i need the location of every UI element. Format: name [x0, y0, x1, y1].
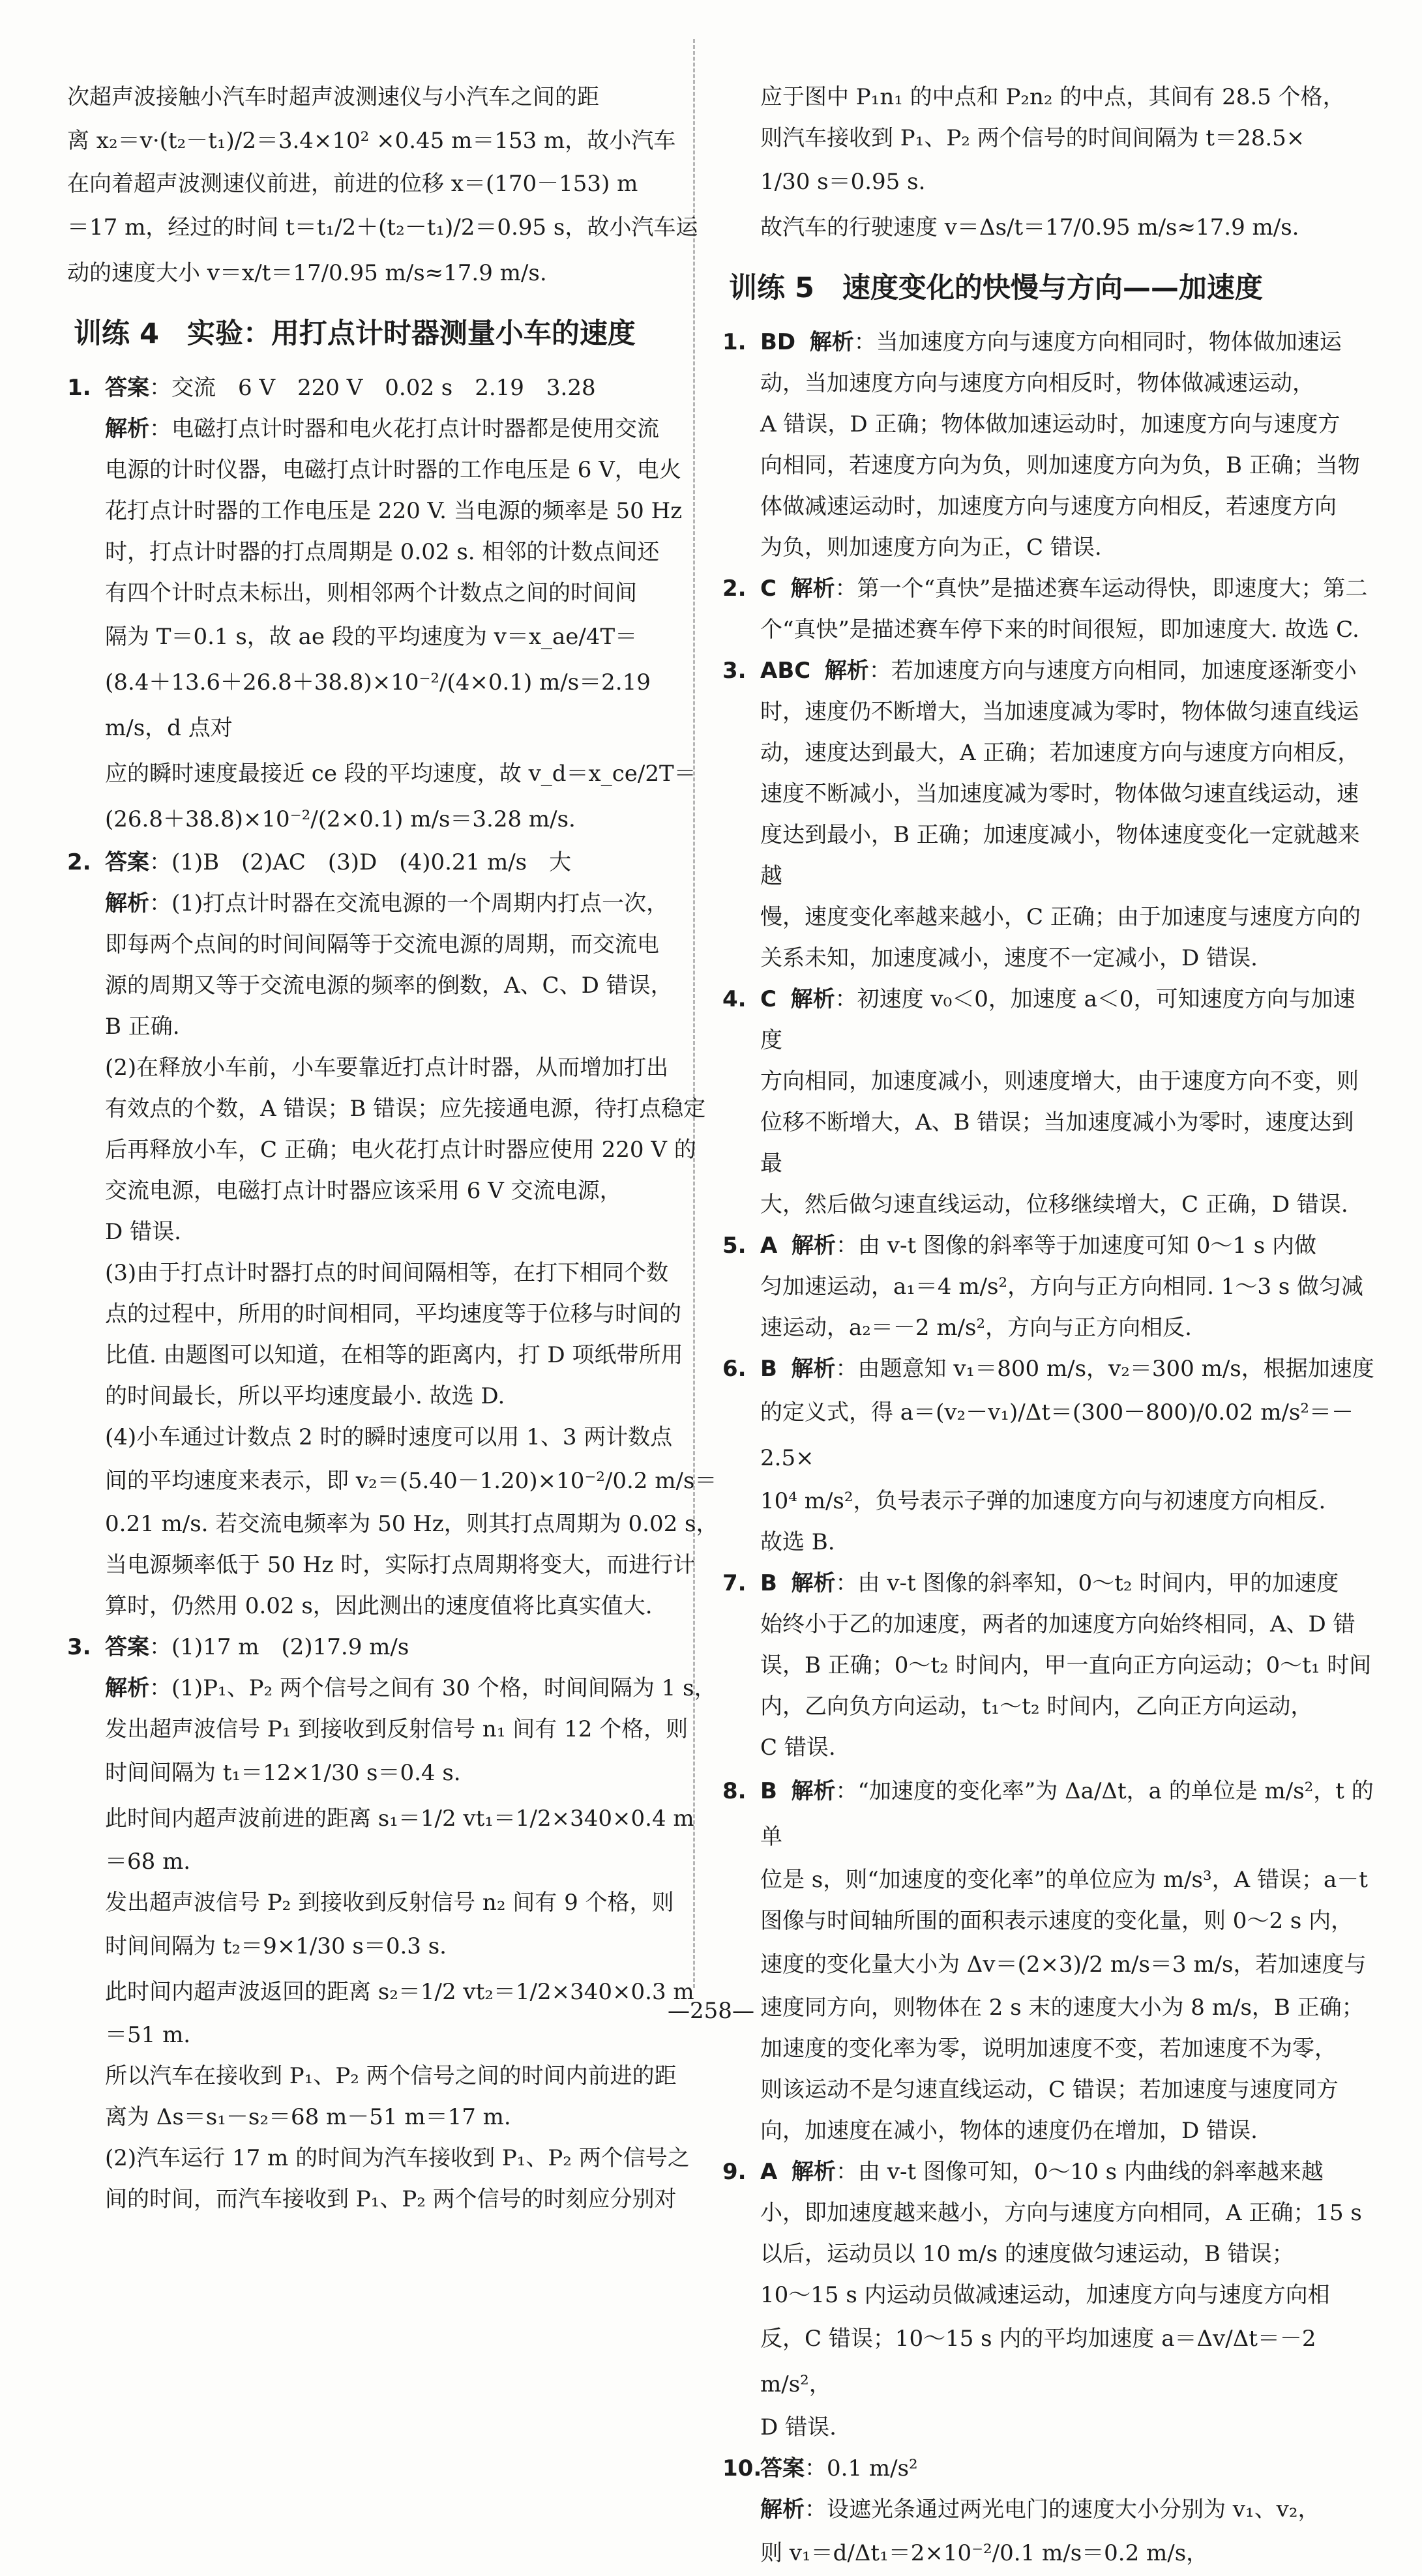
analysis-line: B 正确. [105, 1014, 180, 1040]
analysis-line: 速运动，a₂＝－2 m/s²，方向与正方向相反. [760, 1315, 1192, 1341]
analysis-line: 0.21 m/s. 若交流电频率为 50 Hz，则其打点周期为 0.02 s， [105, 1511, 718, 1537]
answer-choice: B [760, 1778, 777, 1804]
analysis-label: 解析 [790, 986, 835, 1012]
analysis-line: 发出超声波信号 P₁ 到接收到反射信号 n₁ 间有 12 个格，则 [105, 1716, 689, 1742]
analysis-line: C 错误. [760, 1734, 836, 1761]
question-2 [722, 568, 1374, 651]
answer-choice: C [760, 986, 777, 1012]
intro-line: 在向着超声波测速仪前进，前进的位移 x＝(170－153) m [67, 171, 638, 197]
analysis-line: 关系未知，加速度减小，速度不一定减小，D 错误. [760, 945, 1258, 971]
analysis-line: 10～15 s 内运动员做减速运动，加速度方向与速度方向相 [760, 2282, 1330, 2308]
answer-label: 答案 [105, 1634, 149, 1660]
analysis-line: (4)小车通过计数点 2 时的瞬时速度可以用 1、3 两计数点 [105, 1424, 673, 1450]
analysis-line: (2)汽车运行 17 m 的时间为汽车接收到 P₁、P₂ 两个信号之 [105, 2145, 690, 2171]
answer-text: ：(1)B (2)AC (3)D (4)0.21 m/s 大 [149, 849, 572, 875]
analysis-line: ：电磁打点计时器和电火花打点计时器都是使用交流 [149, 416, 659, 442]
analysis-line: ＝51 m. [105, 2022, 191, 2048]
analysis-line: 时间间隔为 t₂＝9×1/30 s＝0.3 s. [105, 1933, 447, 1959]
answer-choice: C [760, 576, 777, 602]
analysis-line: 向相同，若速度方向为负，则加速度方向为负，B 正确；当物 [760, 452, 1360, 478]
answer-text: ：交流 6 V 220 V 0.02 s 2.19 3.28 [149, 375, 596, 401]
analysis-label: 解析 [791, 2159, 836, 2185]
question-5 [722, 1225, 1374, 1349]
analysis-line: 向，加速度在减小，物体的速度仍在增加，D 错误. [760, 2118, 1258, 2144]
analysis-line: 此时间内超声波返回的距离 s₂＝1/2 vt₂＝1/2×340×0.3 m [105, 1979, 694, 2005]
analysis-line: 后再释放小车，C 正确；电火花打点计时器应使用 220 V 的 [105, 1137, 696, 1163]
analysis-line: 有四个计时点未标出，则相邻两个计数点之间的时间间 [105, 580, 637, 606]
analysis-label: 解析 [760, 2496, 805, 2523]
analysis-line: 为负，则加速度方向为正，C 错误. [760, 534, 1102, 561]
intro-line: 则汽车接收到 P₁、P₂ 两个信号的时间间隔为 t＝28.5× [760, 125, 1305, 151]
question-9 [722, 2152, 1374, 2448]
analysis-line: 速度不断减小，当加速度减为零时，物体做匀速直线运动，速 [760, 781, 1359, 807]
left-column [67, 77, 719, 2220]
analysis-line: 则该运动不是匀速直线运动，C 错误；若加速度与速度同方 [760, 2077, 1339, 2103]
answer-choice: A [760, 2159, 778, 2185]
question-8 [722, 1768, 1374, 2152]
analysis-line: (2)在释放小车前，小车要靠近打点计时器，从而增加打出 [105, 1055, 669, 1081]
analysis-line: ：“加速度的变化率”为 Δa/Δt，a 的单位是 m/s²，t 的单 [760, 1778, 1374, 1850]
analysis-label: 解析 [809, 329, 854, 355]
analysis-line: 动，速度达到最大，A 正确；若加速度方向与速度方向相反， [760, 740, 1360, 766]
answer-choice: ABC [760, 658, 811, 684]
analysis-line: (26.8＋38.8)×10⁻²/(2×0.1) m/s＝3.28 m/s. [105, 806, 576, 832]
analysis-line: 位移不断增大，A、B 错误；当加速度减小为零时，速度达到最 [760, 1109, 1354, 1177]
intro-line: 故汽车的行驶速度 v＝Δs/t＝17/0.95 m/s≈17.9 m/s. [760, 214, 1299, 241]
question-number: 5. [722, 1233, 747, 1259]
analysis-label: 解析 [791, 1778, 836, 1804]
answer-text: ：(1)17 m (2)17.9 m/s [149, 1634, 409, 1660]
analysis-line: 算时，仍然用 0.02 s，因此测出的速度值将比真实值大. [105, 1593, 653, 1619]
analysis-line: 的定义式，得 a＝(v₂－v₁)/Δt＝(300－800)/0.02 m/s²＝－2.5× [760, 1399, 1354, 1471]
question-number: 1. [67, 375, 91, 401]
analysis-line: 所以汽车在接收到 P₁、P₂ 两个信号之间的时间内前进的距 [105, 2063, 677, 2089]
analysis-line: ：(1)打点计时器在交流电源的一个周期内打点一次， [149, 890, 669, 916]
answer-label: 答案 [105, 849, 149, 875]
question-number: 3. [722, 658, 747, 684]
analysis-line: 慢，速度变化率越来越小，C 正确；由于加速度与速度方向的 [760, 904, 1361, 930]
intro-line: 动的速度大小 v＝x/t＝17/0.95 m/s≈17.9 m/s. [67, 260, 547, 286]
analysis-label: 解析 [790, 576, 835, 602]
analysis-label: 解析 [791, 1233, 836, 1259]
question-7 [722, 1563, 1374, 1768]
analysis-line: 电源的计时仪器，电磁打点计时器的工作电压是 6 V，电火 [105, 457, 681, 483]
analysis-line: 度达到最小，B 正确；加速度减小，物体速度变化一定就越来越 [760, 822, 1360, 889]
analysis-line: 则 v₁＝d/Δt₁＝2×10⁻²/0.1 m/s＝0.2 m/s， [760, 2540, 1209, 2566]
analysis-line: ：初速度 v₀＜0，加速度 a＜0，可知速度方向与加速度 [760, 986, 1355, 1053]
analysis-label: 解析 [105, 416, 149, 442]
analysis-line: ：由 v-t 图像的斜率等于加速度可知 0～1 s 内做 [835, 1233, 1317, 1259]
answer-label: 答案 [760, 2455, 805, 2481]
analysis-line: 速度同方向，则物体在 2 s 末的速度大小为 8 m/s，B 正确； [760, 1995, 1364, 2021]
analysis-line: 以后，运动员以 10 m/s 的速度做匀速运动，B 错误； [760, 2241, 1294, 2267]
question-10 [722, 2448, 1374, 2576]
answer-choice: BD [760, 329, 796, 355]
question-number: 6. [722, 1356, 747, 1382]
right-column [722, 77, 1374, 2576]
analysis-line: 时，打点计时器的打点周期是 0.02 s. 相邻的计数点间还 [105, 539, 660, 565]
question-3 [722, 651, 1374, 979]
analysis-line: 10⁴ m/s²，负号表示子弹的加速度方向与初速度方向相反. [760, 1488, 1326, 1514]
analysis-line: 发出超声波信号 P₂ 到接收到反射信号 n₂ 间有 9 个格，则 [105, 1890, 674, 1916]
analysis-line: 隔为 T＝0.1 s，故 ae 段的平均速度为 v＝x_ae/4T＝ [105, 624, 638, 650]
analysis-line: 内，乙向负方向运动，t₁～t₂ 时间内，乙向正方向运动， [760, 1693, 1313, 1720]
analysis-line: 时间间隔为 t₁＝12×1/30 s＝0.4 s. [105, 1760, 461, 1786]
analysis-line: ：第一个“真快”是描述赛车运动得快，即速度大；第二 [835, 576, 1368, 602]
analysis-line: ：由题意知 v₁＝800 m/s，v₂＝300 m/s，根据加速度 [835, 1356, 1374, 1382]
intro-line: 1/30 s＝0.95 s. [760, 169, 926, 195]
question-number: 1. [722, 329, 747, 355]
analysis-line: D 错误. [760, 2414, 837, 2440]
analysis-line: ：若加速度方向与速度方向相同，加速度逐渐变小 [868, 658, 1357, 684]
analysis-label: 解析 [791, 1356, 836, 1382]
analysis-line: 加速度的变化率为零，说明加速度不变，若加速度不为零， [760, 2036, 1337, 2062]
question-number: 2. [67, 849, 91, 875]
analysis-line: 应的瞬时速度最接近 ce 段的平均速度，故 v_d＝x_ce/2T＝ [105, 761, 696, 787]
analysis-label: 解析 [791, 1570, 836, 1596]
analysis-line: 间的平均速度来表示，即 v₂＝(5.40－1.20)×10⁻²/0.2 m/s＝ [105, 1468, 717, 1494]
question-number: 9. [722, 2159, 747, 2185]
question-number: 4. [722, 986, 747, 1012]
analysis-line: 时，速度仍不断增大，当加速度减为零时，物体做匀速直线运 [760, 699, 1359, 725]
analysis-line: 此时间内超声波前进的距离 s₁＝1/2 vt₁＝1/2×340×0.4 m [105, 1806, 694, 1832]
analysis-line: 位是 s，则“加速度的变化率”的单位应为 m/s³，A 错误；a－t [760, 1867, 1368, 1893]
analysis-line: 图像与时间轴所围的面积表示速度的变化量，则 0～2 s 内， [760, 1908, 1354, 1934]
continued-text [722, 77, 1374, 250]
analysis-line: 的时间最长，所以平均速度最小. 故选 D. [105, 1383, 505, 1409]
analysis-line: 有效点的个数，A 错误；B 错误；应先接通电源，待打点稳定 [105, 1096, 706, 1122]
analysis-line: 体做减速运动时，加速度方向与速度方向相反，若速度方向 [760, 493, 1337, 520]
analysis-line: 方向相同，加速度减小，则速度增大，由于速度方向不变，则 [760, 1068, 1359, 1094]
analysis-line: 比值. 由题图可以知道，在相等的距离内，打 D 项纸带所用 [105, 1342, 683, 1368]
analysis-line: ：由 v-t 图像可知，0～10 s 内曲线的斜率越来越 [835, 2159, 1324, 2185]
analysis-line: A 错误，D 正确；物体做加速运动时，加速度方向与速度方 [760, 411, 1341, 437]
analysis-line: 花打点计时器的工作电压是 220 V. 当电源的频率是 50 Hz [105, 498, 683, 524]
answer-label: 答案 [105, 375, 149, 401]
intro-line: ＝17 m，经过的时间 t＝t₁/2＋(t₂－t₁)/2＝0.95 s，故小汽车运 [67, 214, 698, 241]
analysis-line: ：由 v-t 图像的斜率知，0～t₂ 时间内，甲的加速度 [835, 1570, 1339, 1596]
analysis-line: 小，即加速度越来越小，方向与速度方向相同，A 正确；15 s [760, 2200, 1362, 2226]
analysis-line: ：(1)P₁、P₂ 两个信号之间有 30 个格，时间间隔为 1 s， [149, 1675, 717, 1701]
question-number: 2. [722, 576, 747, 602]
analysis-line: 始终小于乙的加速度，两者的加速度方向始终相同，A、D 错 [760, 1611, 1355, 1637]
analysis-label: 解析 [105, 1675, 149, 1701]
analysis-line: 间的时间，而汽车接收到 P₁、P₂ 两个信号的时刻应分别对 [105, 2186, 677, 2212]
analysis-line: ：设遮光条通过两光电门的速度大小分别为 v₁、v₂， [805, 2496, 1320, 2523]
question-2 [67, 842, 719, 1627]
analysis-line: (3)由于打点计时器打点的时间间隔相等，在打下相同个数 [105, 1260, 669, 1286]
question-list [722, 322, 1374, 2448]
question-number: 8. [722, 1778, 747, 1804]
analysis-line: 源的周期又等于交流电源的频率的倒数，A、C、D 错误， [105, 973, 673, 999]
analysis-line: 速度的变化量大小为 Δv＝(2×3)/2 m/s＝3 m/s，若加速度与 [760, 1952, 1367, 1978]
analysis-line: ：当加速度方向与速度方向相同时，物体做加速运 [853, 329, 1342, 355]
analysis-line: 匀加速运动，a₁＝4 m/s²，方向与正方向相同. 1～3 s 做匀减 [760, 1274, 1364, 1300]
analysis-label: 解析 [824, 658, 869, 684]
analysis-line: 误，B 正确；0～t₂ 时间内，甲一直向正方向运动；0～t₁ 时间 [760, 1652, 1372, 1678]
analysis-line: 反，C 错误；10～15 s 内的平均加速度 a＝Δv/Δt＝－2 m/s²， [760, 2326, 1316, 2397]
analysis-line: 个“真快”是描述赛车停下来的时间很短，即加速度大. 故选 C. [760, 617, 1359, 643]
question-3 [67, 1627, 719, 2220]
page-number: —258— [668, 1998, 754, 2024]
intro-line: 离 x₂＝v·(t₂－t₁)/2＝3.4×10² ×0.45 m＝153 m，故小汽车 [67, 128, 676, 154]
intro-line: 应于图中 P₁n₁ 的中点和 P₂n₂ 的中点，其间有 28.5 个格， [760, 84, 1345, 110]
analysis-line: 当电源频率低于 50 Hz 时，实际打点周期将变大，而进行计 [105, 1552, 696, 1578]
answer-choice: B [760, 1356, 777, 1382]
question-number: 7. [722, 1570, 747, 1596]
analysis-line: 大，然后做匀速直线运动，位移继续增大，C 正确，D 错误. [760, 1192, 1348, 1218]
question-4 [722, 979, 1374, 1225]
answer-choice: A [760, 1233, 778, 1259]
answer-text: ：0.1 m/s² [805, 2455, 918, 2481]
analysis-line: (8.4＋13.6＋26.8＋38.8)×10⁻²/(4×0.1) m/s＝2.19 m/s，d 点对 [105, 669, 651, 741]
analysis-line: 点的过程中，所用的时间相同，平均速度等于位移与时间的 [105, 1301, 681, 1327]
question-1 [67, 368, 719, 842]
analysis-line: 离为 Δs＝s₁－s₂＝68 m－51 m＝17 m. [105, 2104, 511, 2130]
analysis-line: D 错误. [105, 1219, 181, 1245]
analysis-line: 故选 B. [760, 1529, 835, 1555]
analysis-label: 解析 [105, 890, 149, 916]
analysis-line: ＝68 m. [105, 1849, 191, 1875]
question-number: 10. [722, 2455, 762, 2481]
analysis-line: 动，当加速度方向与速度方向相反时，物体做减速运动， [760, 370, 1314, 396]
question-1 [722, 322, 1374, 568]
analysis-line: 交流电源，电磁打点计时器应该采用 6 V 交流电源， [105, 1178, 622, 1204]
section-title: 训练 4 实验：用打点计时器测量小车的速度 [74, 317, 636, 350]
answer-choice: B [760, 1570, 777, 1596]
question-number: 3. [67, 1634, 91, 1660]
section-title: 训练 5 速度变化的快慢与方向——加速度 [729, 272, 1263, 304]
intro-line: 次超声波接触小汽车时超声波测速仪与小汽车之间的距 [67, 84, 599, 110]
analysis-line: 即每两个点间的时间间隔等于交流电源的周期，而交流电 [105, 931, 659, 958]
question-6 [722, 1349, 1374, 1563]
